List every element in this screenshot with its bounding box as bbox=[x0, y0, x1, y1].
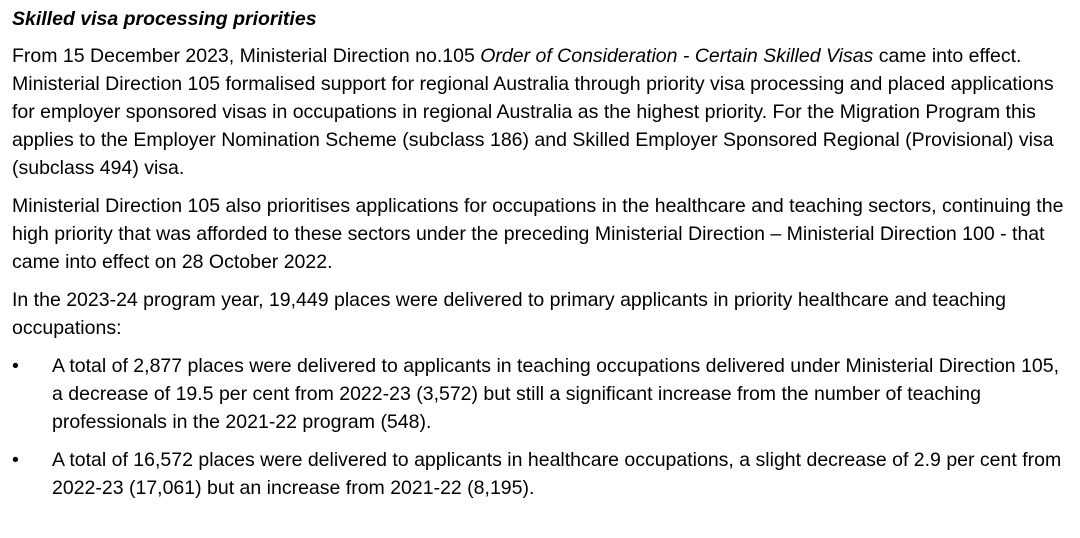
bullet-icon: • bbox=[12, 449, 19, 471]
bullet-list bbox=[12, 352, 1068, 502]
bullet-item-healthcare bbox=[12, 446, 1068, 502]
paragraph-ministerial-direction-105 bbox=[12, 42, 1068, 182]
paragraph1-italic-title: Order of Consideration - Certain Skilled Visas bbox=[480, 45, 874, 67]
paragraph1-text-end: came into effect. Ministerial Direction 105 formalised support for regional Australia through priority visa processing and placed applications for employer sponsored visas in occupations in regional Australia as the highest priority. For the Migration Program this applies to the Employer Nomination Scheme (subclass 186) and Skilled Employer Sponsored Regional (Provisional) visa (subclass 494) visa. bbox=[12, 45, 1054, 179]
paragraph-healthcare-teaching-priority: Ministerial Direction 105 also prioritises applications for occupations in the healthcare and teaching sectors, continuing the high priority that was afforded to these sectors under the preceding Ministerial Direction – Ministerial Direction 100 - that came into effect on 28 October 2022. bbox=[12, 195, 1064, 273]
bullet-item-teaching bbox=[12, 352, 1068, 436]
paragraph-program-year-places: In the 2023-24 program year, 19,449 places were delivered to primary applicants in priority healthcare and teaching occupations: bbox=[12, 289, 1006, 339]
paragraph1-text-start: From 15 December 2023, Ministerial Direction no.105 bbox=[12, 45, 481, 67]
bullet-text: A total of 16,572 places were delivered to applicants in healthcare occupations, a slight decrease of 2.9 per cent from 2022-23 (17,061) but an increase from 2021-22 (8,195). bbox=[52, 449, 1062, 499]
bullet-icon: • bbox=[12, 355, 19, 377]
section-heading: Skilled visa processing priorities bbox=[12, 8, 317, 30]
bullet-text: A total of 2,877 places were delivered to applicants in teaching occupations delivered under Ministerial Direction 105, a decrease of 19.5 per cent from 2022-23 (3,572) but still a significant increase from the number of teaching professionals in the 2021-22 program (548). bbox=[52, 355, 1060, 433]
